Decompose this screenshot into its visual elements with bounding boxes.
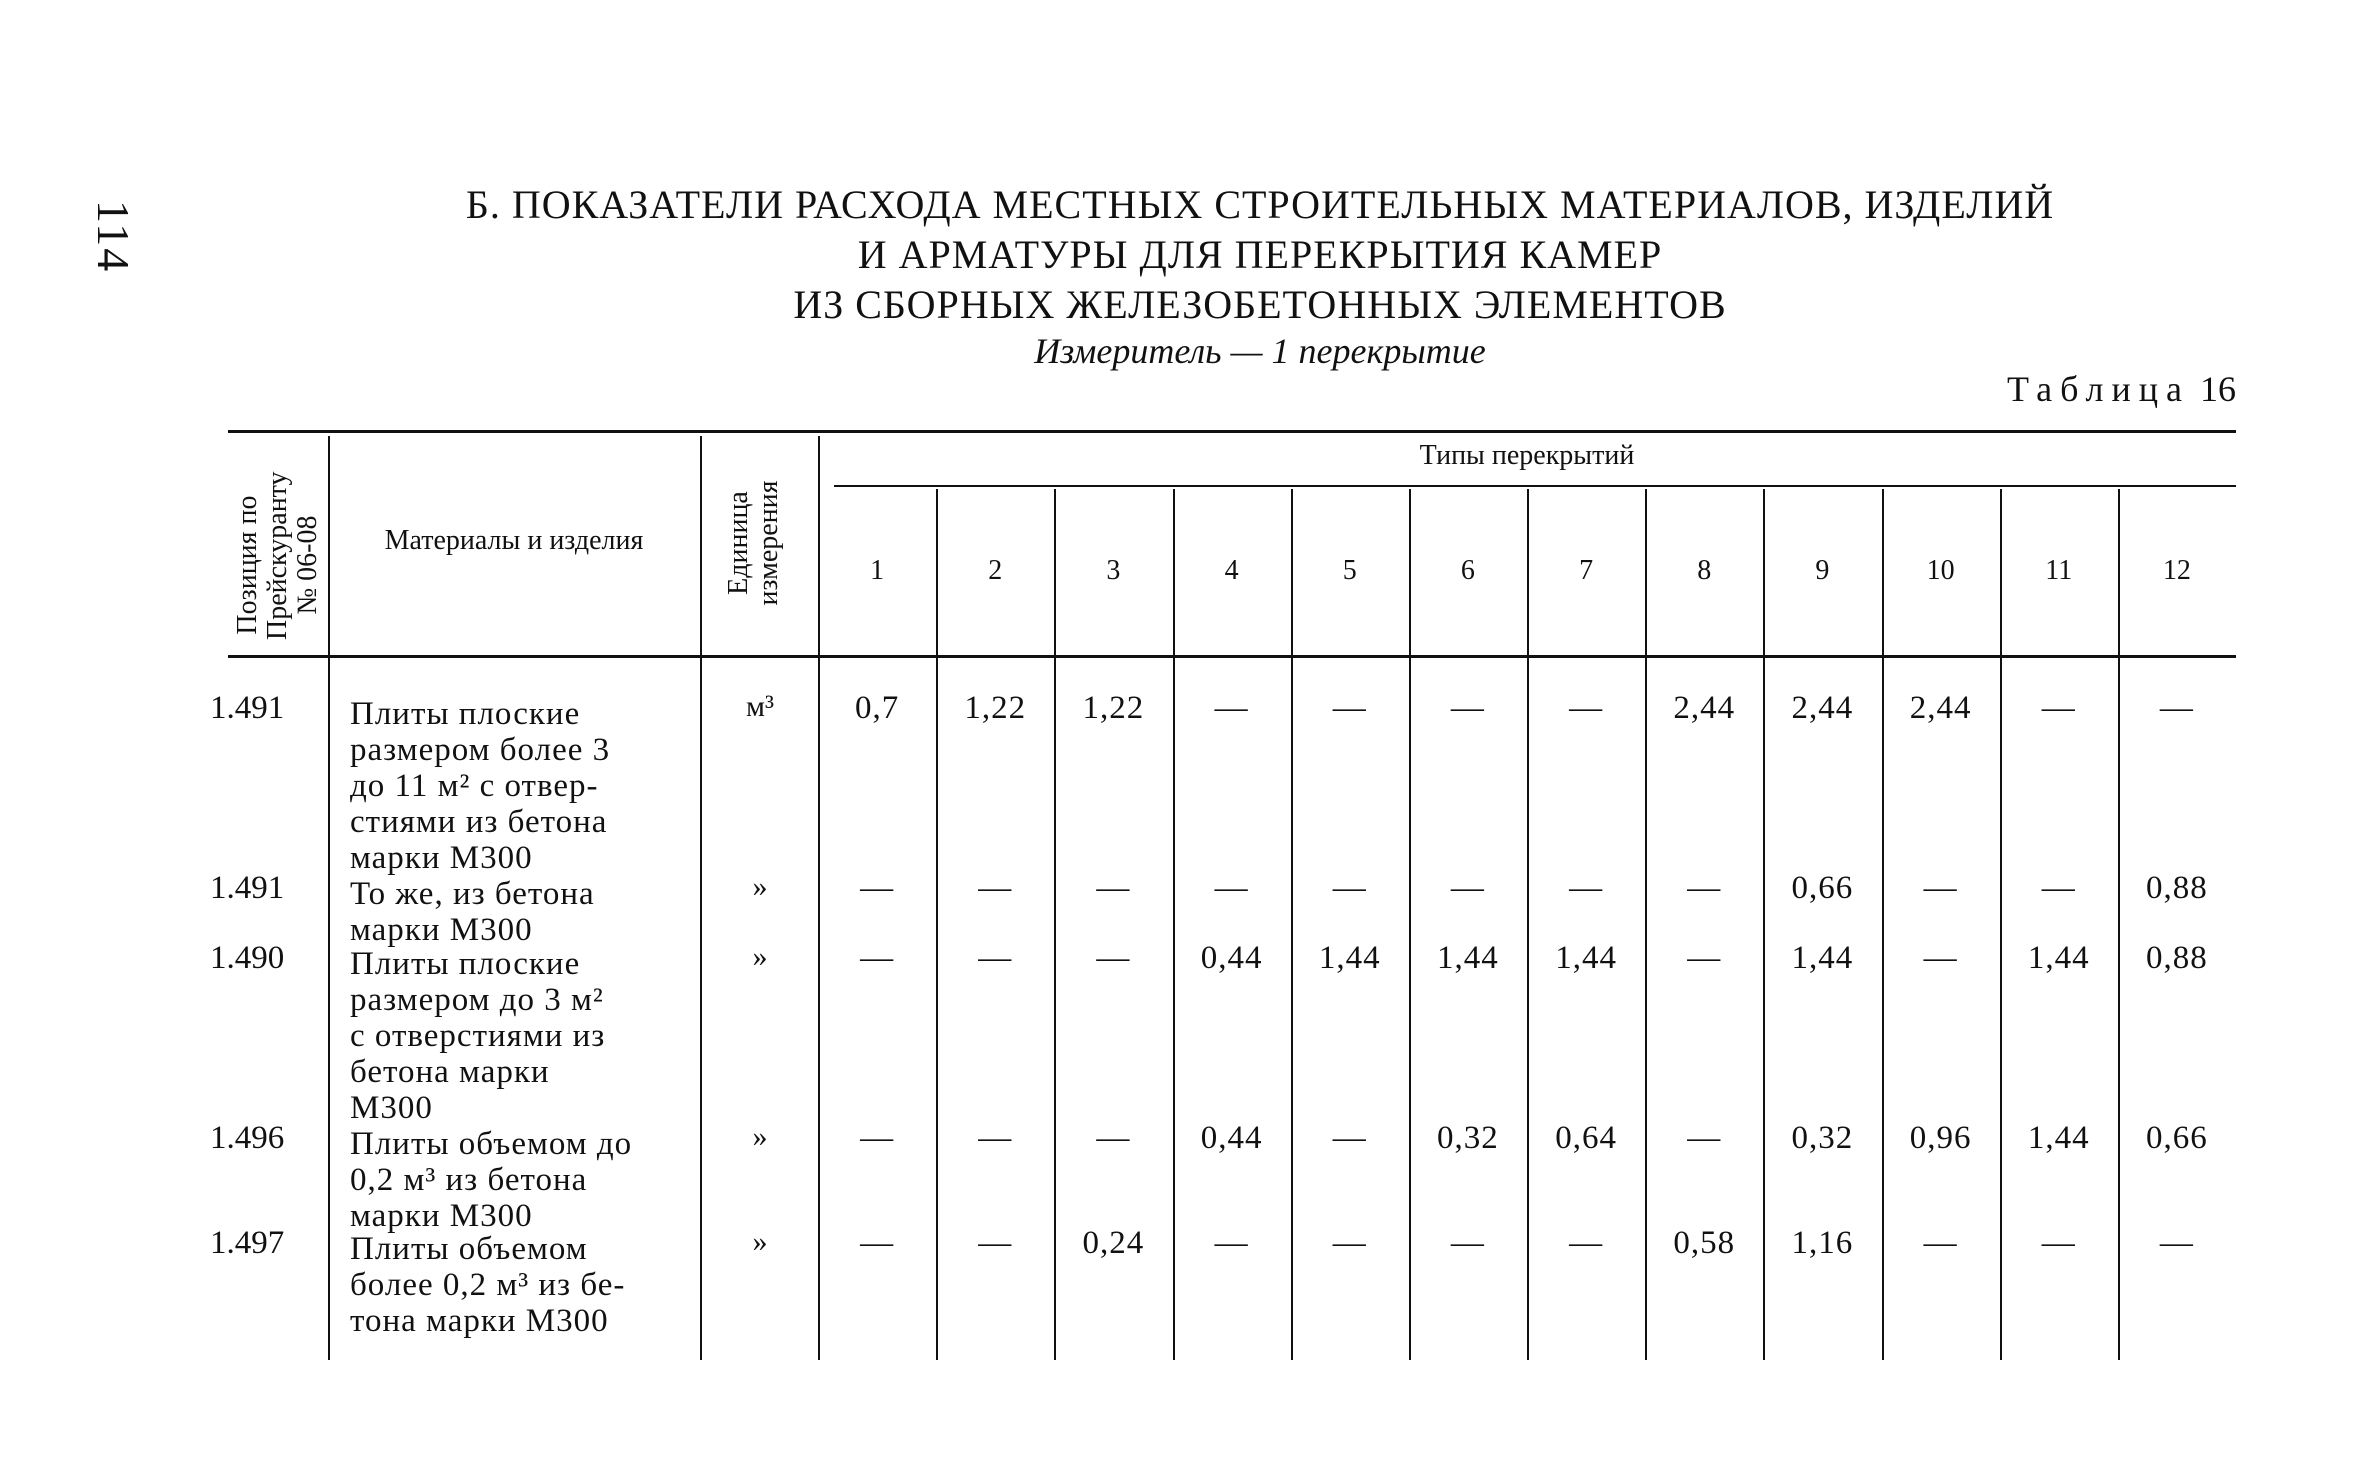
- row-value: —: [1096, 940, 1131, 976]
- row-value: —: [2041, 1225, 2076, 1261]
- row-material-line: стиями из бетона: [350, 804, 608, 840]
- row-value: —: [2041, 870, 2076, 906]
- header-types: Типы перекрытий: [1419, 440, 1635, 471]
- row-value: 0,44: [1200, 1120, 1263, 1156]
- row-value: —: [2041, 690, 2076, 726]
- title-line-2: И АРМАТУРЫ ДЛЯ ПЕРЕКРЫТИЯ КАМЕР: [857, 232, 1663, 277]
- row-material: [350, 696, 680, 876]
- row-material-line: М300: [350, 1090, 433, 1126]
- row-position: 1.491: [210, 690, 285, 726]
- row-value: 0,66: [1791, 870, 1854, 906]
- row-material-line: с отверстиями из: [350, 1018, 606, 1054]
- header-unit-line: Единица: [723, 491, 754, 595]
- row-value: —: [1687, 1120, 1722, 1156]
- row-value: 1,44: [1437, 940, 1499, 976]
- row-value: —: [1687, 870, 1722, 906]
- row-value: 0,32: [1437, 1120, 1499, 1156]
- row-value: —: [1332, 870, 1367, 906]
- row-value: —: [1569, 1225, 1604, 1261]
- header-position-line: № 06-08: [292, 515, 323, 615]
- row-value: 0,7: [854, 690, 900, 726]
- row-value: —: [2159, 690, 2194, 726]
- row-material: [350, 1126, 680, 1234]
- types-subheader-rule: [834, 485, 2236, 487]
- row-value: —: [1687, 940, 1722, 976]
- row-value: 1,16: [1791, 1225, 1854, 1261]
- row-material: [350, 876, 680, 948]
- row-material-line: Плиты плоские: [350, 946, 581, 982]
- table-top-rule: [228, 430, 2236, 433]
- row-material: [350, 946, 680, 1126]
- row-value: —: [1214, 1225, 1249, 1261]
- row-unit: »: [752, 1120, 768, 1153]
- page-number: 114: [88, 200, 139, 274]
- row-unit: »: [752, 1225, 768, 1258]
- row-unit: »: [752, 870, 768, 903]
- row-value: —: [860, 1225, 895, 1261]
- header-type-number: 4: [1224, 555, 1239, 586]
- row-value: —: [1214, 870, 1249, 906]
- header-type-number: 8: [1697, 555, 1712, 586]
- row-material-line: марки М300: [350, 840, 533, 876]
- row-value: —: [978, 1225, 1013, 1261]
- measure-caption: Измеритель — 1 перекрытие: [1034, 331, 1486, 371]
- row-material-line: 0,2 м³ из бетона: [350, 1162, 588, 1198]
- header-unit-line: измерения: [753, 480, 784, 606]
- row-value: —: [1923, 1225, 1958, 1261]
- row-value: 1,22: [964, 690, 1027, 726]
- header-type-number: 6: [1460, 555, 1475, 586]
- row-material: [350, 1231, 680, 1339]
- row-value: —: [1332, 1120, 1367, 1156]
- row-value: —: [1096, 870, 1131, 906]
- row-value: —: [860, 870, 895, 906]
- row-value: 0,44: [1200, 940, 1263, 976]
- row-value: —: [2159, 1225, 2194, 1261]
- row-value: 0,58: [1673, 1225, 1736, 1261]
- header-bottom-rule: [228, 655, 2236, 658]
- header-type-number: 9: [1815, 555, 1830, 586]
- row-position: 1.491: [210, 870, 285, 906]
- row-value: 0,96: [1909, 1120, 1972, 1156]
- row-value: 0,64: [1555, 1120, 1617, 1156]
- title-line-1: Б. ПОКАЗАТЕЛИ РАСХОДА МЕСТНЫХ СТРОИТЕЛЬНЫХ МАТЕРИАЛОВ, ИЗДЕЛИЙ: [465, 182, 2055, 227]
- row-material-line: То же, из бетона: [350, 876, 595, 912]
- row-value: —: [1450, 870, 1485, 906]
- row-value: 0,24: [1082, 1225, 1145, 1261]
- row-value: —: [1569, 690, 1604, 726]
- row-material-line: Плиты плоские: [350, 696, 581, 732]
- header-unit: [724, 468, 790, 618]
- table-number: 16: [2200, 369, 2236, 409]
- row-value: 1,44: [2027, 1120, 2090, 1156]
- row-position: 1.497: [210, 1225, 285, 1261]
- row-position: 1.490: [210, 940, 285, 976]
- row-material-line: тона марки М300: [350, 1303, 609, 1339]
- row-position: 1.496: [210, 1120, 285, 1156]
- row-material-line: бетона марки: [350, 1054, 550, 1090]
- row-material-line: до 11 м² с отвер-: [350, 768, 599, 804]
- row-material-line: марки М300: [350, 1198, 533, 1234]
- row-unit: »: [752, 940, 768, 973]
- header-type-number: 1: [870, 555, 885, 586]
- title-line-3: ИЗ СБОРНЫХ ЖЕЛЕЗОБЕТОННЫХ ЭЛЕМЕНТОВ: [793, 282, 1727, 327]
- row-value: 0,88: [2146, 870, 2208, 906]
- header-position-line: Позиция по: [232, 495, 263, 635]
- row-value: —: [978, 940, 1013, 976]
- row-value: —: [1332, 1225, 1367, 1261]
- header-materials: Материалы и изделия: [384, 525, 644, 556]
- row-value: —: [1450, 690, 1485, 726]
- header-type-number: 3: [1106, 555, 1121, 586]
- header-type-number: 10: [1926, 555, 1955, 586]
- row-material-line: Плиты объемом до: [350, 1126, 633, 1162]
- row-value: —: [1214, 690, 1249, 726]
- header-type-number: 5: [1342, 555, 1357, 586]
- row-material-line: Плиты объемом: [350, 1231, 588, 1267]
- row-value: —: [1923, 940, 1958, 976]
- row-material-line: более 0,2 м³ из бе-: [350, 1267, 626, 1303]
- row-value: 1,44: [1318, 940, 1381, 976]
- table-label-text: Таблица: [2007, 369, 2190, 409]
- header-type-number: 11: [2045, 555, 2073, 586]
- row-material-line: размером до 3 м²: [350, 982, 604, 1018]
- row-material-line: марки М300: [350, 912, 533, 948]
- row-value: 0,88: [2146, 940, 2208, 976]
- row-value: —: [978, 870, 1013, 906]
- row-value: 2,44: [1791, 690, 1854, 726]
- header-type-number: 7: [1579, 555, 1594, 586]
- row-material-line: размером более 3: [350, 732, 611, 768]
- row-value: 1,22: [1082, 690, 1145, 726]
- header-position: [232, 471, 333, 640]
- row-value: 0,32: [1791, 1120, 1854, 1156]
- row-value: —: [1569, 870, 1604, 906]
- header-type-number: 12: [2162, 555, 2191, 586]
- row-value: 2,44: [1909, 690, 1972, 726]
- row-value: 1,44: [1555, 940, 1617, 976]
- row-value: 2,44: [1673, 690, 1736, 726]
- row-value: 0,66: [2146, 1120, 2208, 1156]
- row-value: —: [978, 1120, 1013, 1156]
- header-position-line: Прейскуранту: [262, 471, 293, 640]
- row-value: 1,44: [2027, 940, 2090, 976]
- row-unit: м³: [746, 690, 774, 723]
- row-value: —: [1923, 870, 1958, 906]
- row-value: 1,44: [1791, 940, 1854, 976]
- row-value: —: [1332, 690, 1367, 726]
- row-value: —: [1096, 1120, 1131, 1156]
- row-value: —: [1450, 1225, 1485, 1261]
- row-value: —: [860, 1120, 895, 1156]
- header-type-number: 2: [988, 555, 1003, 586]
- row-value: —: [860, 940, 895, 976]
